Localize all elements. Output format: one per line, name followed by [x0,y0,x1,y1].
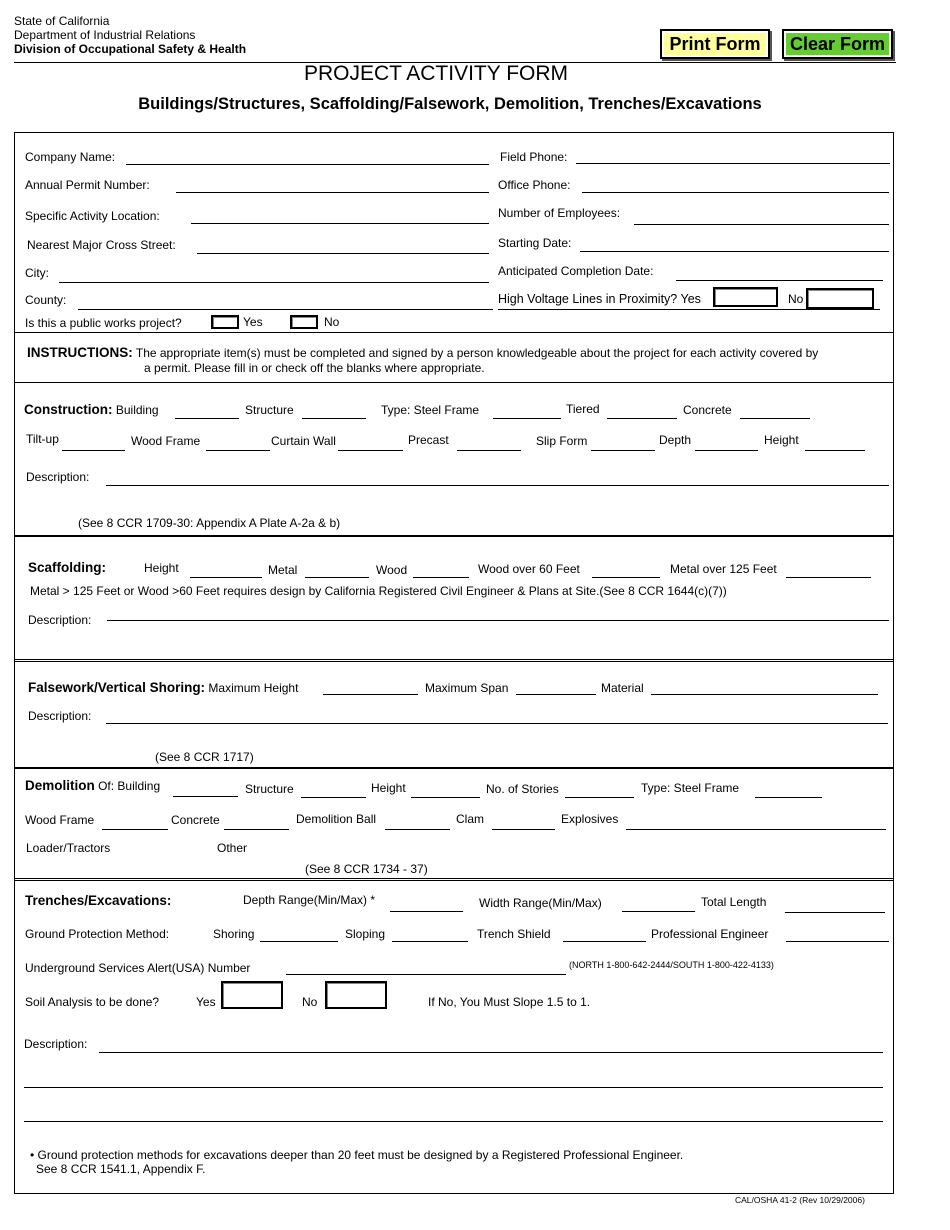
annual-permit-label: Annual Permit Number: [25,178,150,192]
falsework-max-span-label: Maximum Span [425,681,509,695]
falsework-max-span-field[interactable] [516,694,596,695]
construction-tiered-label: Tiered [566,402,600,416]
construction-tiered-field[interactable] [607,418,677,419]
construction-precast-field[interactable] [457,450,521,451]
trenches-total-length-field[interactable] [785,912,885,913]
construction-depth-field[interactable] [695,450,758,451]
public-works-yes-checkbox[interactable] [211,315,239,329]
demolition-wood-frame-label: Wood Frame [25,813,95,827]
sloping-label: Sloping [345,927,386,941]
demolition-clam-field[interactable] [492,829,555,830]
sloping-field[interactable] [392,941,468,942]
construction-curtain-wall-label: Curtain Wall [271,434,336,448]
divider-falsework [15,767,893,769]
demolition-reference: (See 8 CCR 1734 - 37) [305,862,428,876]
print-form-button[interactable]: Print Form [660,29,770,59]
cross-street-field[interactable] [197,253,489,254]
county-label: County: [25,293,67,307]
scaffolding-heading: Scaffolding: [28,560,106,575]
office-phone-label: Office Phone: [498,178,571,192]
agency-department: Department of Industrial Relations [14,28,196,42]
starting-date-label: Starting Date: [498,236,572,250]
footnote-line2: See 8 CCR 1541.1, Appendix F. [36,1162,206,1176]
trenches-depth-range-field[interactable] [390,911,463,912]
scaffolding-wood-over-60-field[interactable] [592,577,660,578]
trenches-description-line2[interactable] [24,1087,883,1088]
construction-concrete-field[interactable] [740,418,810,419]
slope-note: If No, You Must Slope 1.5 to 1. [428,995,591,1009]
trenches-description-label: Description: [24,1037,88,1051]
scaffolding-height-field[interactable] [190,577,262,578]
city-label: City: [25,266,49,280]
demolition-building-field[interactable] [173,796,238,797]
trench-shield-field[interactable] [563,941,646,942]
public-works-no-checkbox[interactable] [290,315,318,329]
num-employees-field[interactable] [634,224,889,225]
divider-instructions [15,382,893,383]
high-voltage-label: High Voltage Lines in Proximity? Yes [498,292,701,306]
agency-division: Division of Occupational Safety & Health [14,42,247,56]
company-name-label: Company Name: [25,150,116,164]
demolition-stories-label: No. of Stories [486,782,559,796]
ground-protection-label: Ground Protection Method: [25,927,170,941]
high-voltage-rule [498,309,880,310]
construction-precast-label: Precast [408,433,449,447]
scaffolding-note: Metal > 125 Feet or Wood >60 Feet requires design by California Registered Civil Engineer & Plans at Site.(See 8 CCR 1644(c)(7)) [30,584,727,598]
usa-phones: (NORTH 1-800-642-2444/SOUTH 1-800-422-4133) [569,960,774,970]
falsework-heading: Falsework/Vertical Shoring: [28,680,206,695]
professional-engineer-field[interactable] [786,941,889,942]
demolition-height-field[interactable] [411,797,480,798]
instructions-block [27,345,818,360]
construction-wood-frame-label: Wood Frame [131,434,201,448]
divider-demolition [15,878,893,881]
public-works-yes-label: Yes [243,315,263,329]
demolition-explosives-label: Explosives [561,812,619,826]
demolition-other-label: Other [217,841,248,855]
usa-number-label: Underground Services Alert(USA) Number [25,961,251,975]
footnote-line1: • Ground protection methods for excavations deeper than 20 feet must be designed by a Registered Professional Engineer. [30,1148,684,1162]
trenches-description-line3[interactable] [24,1121,883,1122]
falsework-heading-group [28,680,298,695]
demolition-structure-label: Structure [245,782,294,796]
falsework-description-field[interactable] [106,723,888,724]
cross-street-label: Nearest Major Cross Street: [27,238,176,252]
construction-concrete-label: Concrete [683,403,732,417]
construction-height-field[interactable] [805,450,865,451]
demolition-ball-label: Demolition Ball [296,812,377,826]
soil-analysis-yes-box[interactable] [221,981,283,1009]
falsework-description-label: Description: [28,709,92,723]
instructions-line2: a permit. Please fill in or check off the blanks where appropriate. [144,361,485,375]
public-works-label: Is this a public works project? [25,316,182,330]
demolition-ball-field[interactable] [385,829,450,830]
construction-curtain-wall-field[interactable] [338,450,403,451]
demolition-heading-group [25,778,160,793]
scaffolding-metal-over-125-field[interactable] [786,577,871,578]
field-phone-label: Field Phone: [500,150,568,164]
demolition-steel-frame-field[interactable] [755,797,822,798]
completion-date-field[interactable] [676,280,883,281]
construction-heading: Construction: [24,402,113,417]
divider-construction [15,535,893,537]
city-field[interactable] [59,282,489,283]
construction-depth-label: Depth [659,433,692,447]
page-subtitle: Buildings/Structures, Scaffolding/Falsework, Demolition, Trenches/Excavations [138,95,762,113]
high-voltage-yes-box[interactable] [713,287,778,307]
falsework-max-height-label: Maximum Height [208,681,299,695]
construction-reference: (See 8 CCR 1709-30: Appendix A Plate A-2a & b) [78,516,341,530]
construction-heading-group [24,402,159,417]
demolition-height-label: Height [371,781,406,795]
demolition-heading: Demolition [25,778,95,793]
field-phone-field[interactable] [576,163,890,164]
annual-permit-field[interactable] [176,192,489,193]
soil-analysis-yes-label: Yes [196,995,216,1009]
public-works-no-label: No [324,315,340,329]
demolition-concrete-label: Concrete [171,813,220,827]
construction-slip-form-field[interactable] [591,450,655,451]
scaffolding-wood-over-60-label: Wood over 60 Feet [478,562,580,576]
specific-location-label: Specific Activity Location: [25,209,160,223]
construction-building-label: Building [115,403,159,417]
construction-tilt-up-field[interactable] [62,450,125,451]
demolition-explosives-field[interactable] [626,829,886,830]
usa-number-field[interactable] [286,974,566,975]
trenches-width-range-label: Width Range(Min/Max) [479,896,602,910]
clear-form-button[interactable]: Clear Form [782,29,893,59]
scaffolding-metal-over-125-label: Metal over 125 Feet [670,562,777,576]
demolition-building-label: Of: Building [98,779,161,793]
instructions-line1: The appropriate item(s) must be completed and signed by a person knowledgeable about the project for each activity covered by [135,346,819,360]
num-employees-label: Number of Employees: [498,206,621,220]
scaffolding-wood-label: Wood [376,563,408,577]
shoring-field[interactable] [260,941,338,942]
demolition-stories-field[interactable] [565,797,634,798]
soil-analysis-no-box[interactable] [325,981,387,1009]
demolition-wood-frame-field[interactable] [102,829,168,830]
county-field[interactable] [78,309,493,310]
scaffolding-description-label: Description: [28,613,92,627]
trenches-description-field[interactable] [99,1052,883,1053]
agency-block [14,14,246,56]
company-name-field[interactable] [126,164,489,165]
construction-structure-field[interactable] [302,418,366,419]
office-phone-field[interactable] [582,192,889,193]
construction-structure-label: Structure [245,403,294,417]
demolition-structure-field[interactable] [301,797,366,798]
construction-height-label: Height [764,433,799,447]
falsework-material-label: Material [601,681,644,695]
starting-date-field[interactable] [580,251,889,252]
agency-state: State of California [14,14,110,28]
page-title: PROJECT ACTIVITY FORM [303,62,569,85]
demolition-loader-label: Loader/Tractors [26,841,111,855]
demolition-concrete-field[interactable] [224,829,289,830]
construction-slip-form-label: Slip Form [536,434,588,448]
soil-analysis-label: Soil Analysis to be done? [25,995,160,1009]
scaffolding-description-field[interactable] [107,620,889,621]
trenches-width-range-field[interactable] [622,911,695,912]
scaffolding-metal-label: Metal [268,563,298,577]
completion-date-label: Anticipated Completion Date: [498,264,654,278]
high-voltage-no-box[interactable] [806,288,874,309]
shoring-label: Shoring [213,927,255,941]
divider-general [15,332,893,333]
construction-description-label: Description: [26,470,90,484]
instructions-heading: INSTRUCTIONS: [27,345,133,360]
form-number: CAL/OSHA 41-2 (Rev 10/29/2006) [735,1195,865,1205]
soil-analysis-no-label: No [302,995,318,1009]
construction-wood-frame-field[interactable] [206,450,270,451]
trenches-total-length-label: Total Length [701,895,767,909]
construction-building-field[interactable] [175,418,239,419]
scaffolding-wood-field[interactable] [413,577,469,578]
construction-steel-frame-label: Type: Steel Frame [381,403,480,417]
professional-engineer-label: Professional Engineer [651,927,769,941]
demolition-steel-frame-label: Type: Steel Frame [641,781,740,795]
demolition-clam-label: Clam [456,812,485,826]
specific-location-field[interactable] [191,223,489,224]
falsework-reference: (See 8 CCR 1717) [155,750,254,764]
construction-description-field[interactable] [106,485,889,486]
construction-steel-frame-field[interactable] [493,418,561,419]
falsework-max-height-field[interactable] [323,694,418,695]
scaffolding-metal-field[interactable] [305,577,369,578]
falsework-material-field[interactable] [651,694,878,695]
trenches-depth-range-label: Depth Range(Min/Max) * [243,893,376,907]
trenches-heading: Trenches/Excavations: [25,893,172,908]
trench-shield-label: Trench Shield [477,927,551,941]
divider-scaffolding [15,659,893,662]
construction-tilt-up-label: Tilt-up [26,432,59,446]
high-voltage-no-label: No [788,292,804,306]
scaffolding-height-label: Height [144,561,179,575]
